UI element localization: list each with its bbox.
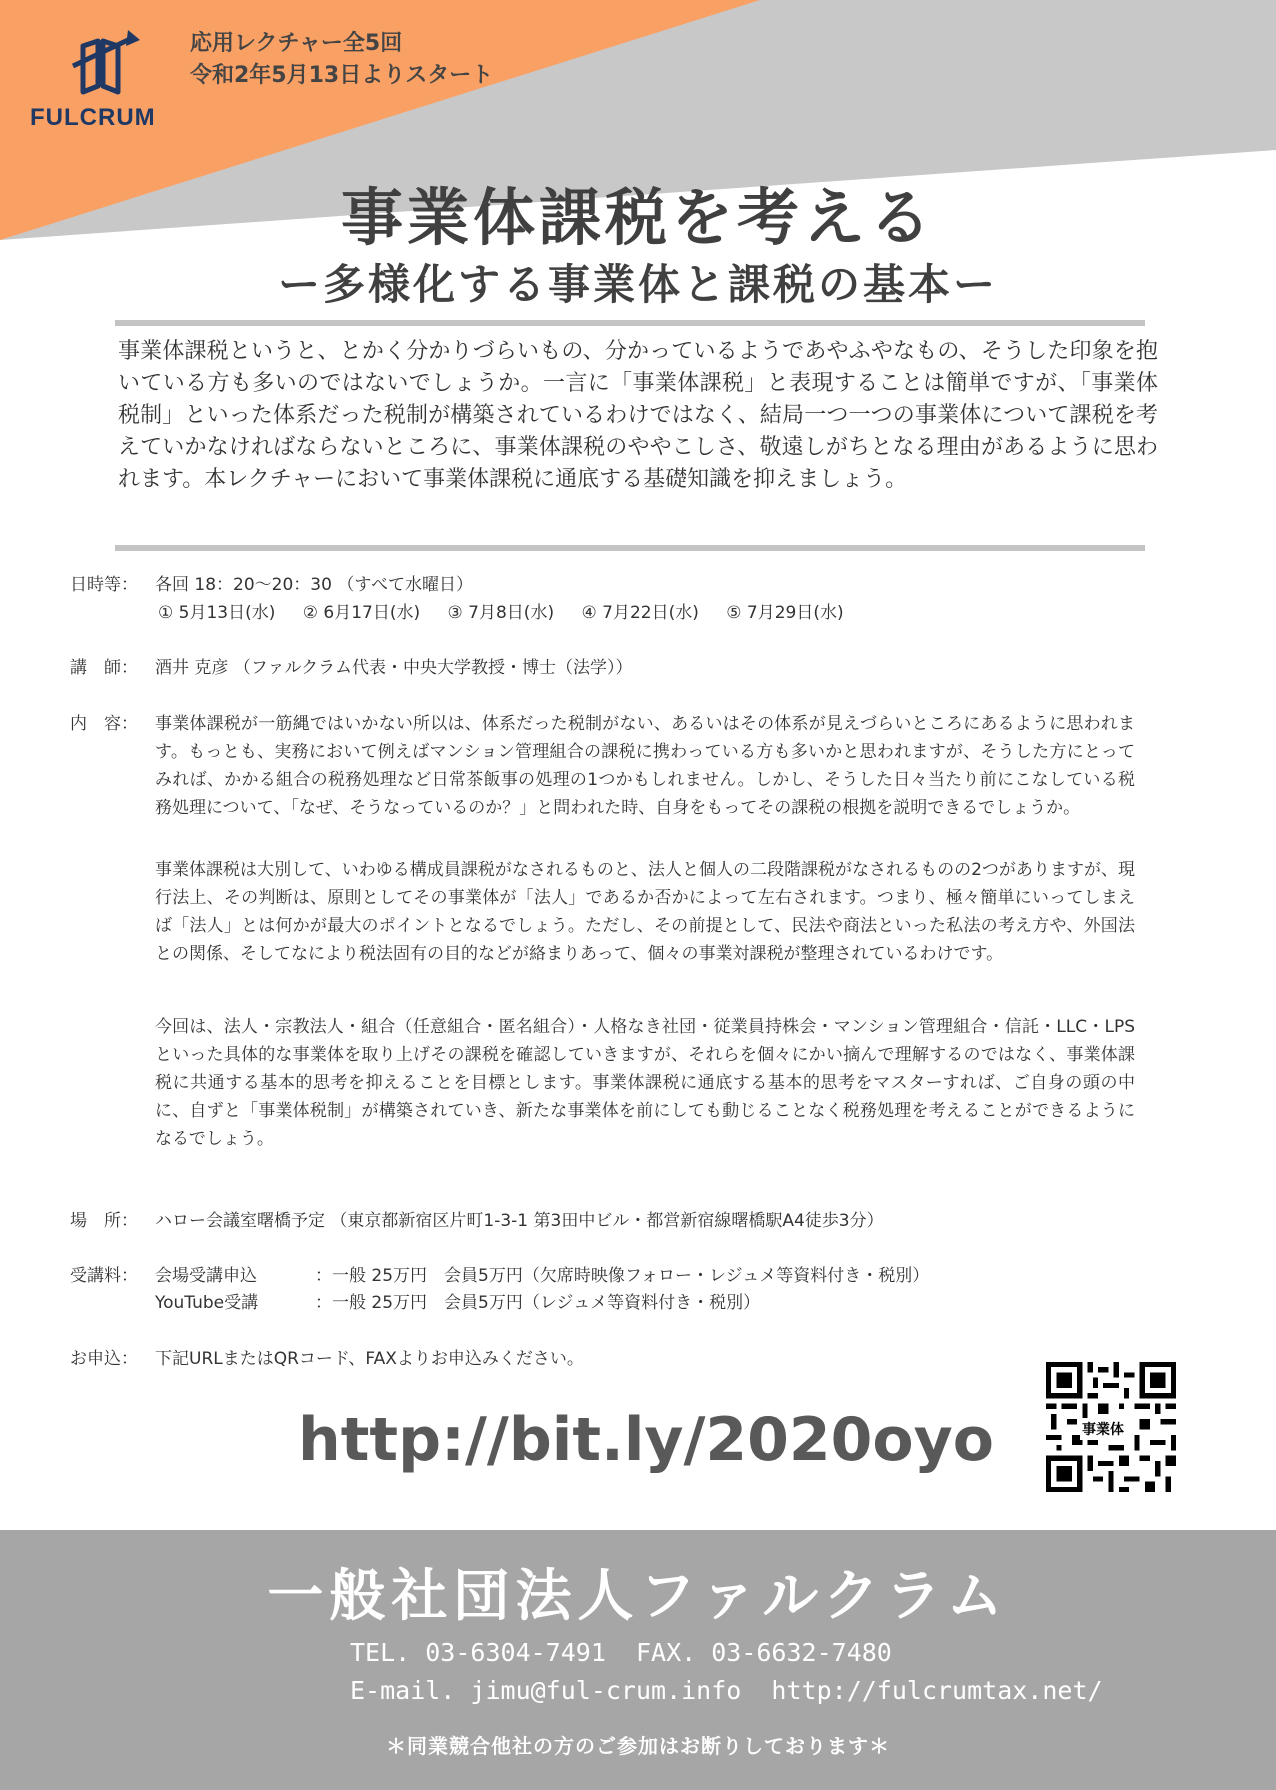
lecturer-value: 酒井 克彦 （ファルクラム代表・中央大学教授・博士（法学）） — [155, 658, 633, 678]
schedule-item: ④ 7月22日(水) — [581, 603, 699, 623]
schedule-item: ⑤ 7月29日(水) — [726, 603, 844, 623]
contact-email-web[interactable]: E-mail. jimu@ful-crum.info http://fulcrumtax.net/ — [350, 1676, 1103, 1705]
datetime-label: 日時等： — [70, 575, 138, 595]
venue-label: 場 所： — [70, 1211, 138, 1231]
fulcrum-logo-icon — [28, 26, 178, 106]
divider-bottom — [115, 545, 1145, 551]
apply-value: 下記URLまたはQRコード、FAXよりお申込みください。 — [155, 1349, 584, 1369]
intro-paragraph: 事業体課税というと、とかく分かりづらいもの、分かっているようであやふやなもの、そうした印象を抱いている方も多いのではないでしょうか。一言に「事業体課税」と表現することは簡単ですが、「事業体税制」といった体系だった税制が構築されているわけではなく、結局一つ一つの事業体について課税を考えていかなければならないところに、事業体課税のややこしさ、敬遠しがちとなる理由があるように思われます。本レクチャーにおいて事業体課税に通底する基礎知識を抑えましょう。 — [118, 339, 1158, 492]
participation-note: ＊同業競合他社の方のご参加はお断りしております＊ — [386, 1734, 890, 1758]
divider-top — [115, 320, 1145, 326]
registration-url-link[interactable]: http://bit.ly/2020oyo — [298, 1405, 994, 1475]
lecturer-label: 講 師： — [70, 658, 138, 678]
fee-price: ：一般 25万円 会員5万円（欠席時映像フォロー・レジュメ等資料付き・税別） — [315, 1266, 930, 1286]
header-series-text: 応用レクチャー全5回 — [190, 31, 403, 56]
schedule-list — [158, 599, 866, 627]
fee-type: 会場受講申込 — [155, 1266, 257, 1286]
content-label: 内 容： — [70, 714, 138, 734]
header-start-date: 令和2年5月13日よりスタート — [190, 63, 494, 88]
logo-wordmark: FULCRUM — [30, 104, 156, 131]
content-paragraph-1: 事業体課税が一筋縄ではいかない所以は、体系だった税制がない、あるいはその体系が見えづらいところにあるように思われます。もっとも、実務において例えばマンション管理組合の課税に携わっている方も多いかと思われますが、そうした方にとってみれば、かかる組合の税務処理など日常茶飯事の処理の1つかもしれません。しかし、そうした日々当たり前にこなしている税務処理について、「なぜ、そうなっているのか？」と問われた時、自身をもってその課税の根拠を説明できるでしょうか。 — [155, 714, 1135, 818]
fee-type: YouTube受講 — [155, 1293, 259, 1313]
page-subtitle: ー多様化する事業体と課税の基本ー — [277, 260, 998, 309]
fee-label: 受講料： — [70, 1266, 138, 1286]
content-paragraph-2: 事業体課税は大別して、いわゆる構成員課税がなされるものと、法人と個人の二段階課税がなされるものの2つがありますが、現行法上、その判断は、原則としてその事業体が「法人」であるか否かによって左右されます。つまり、極々簡単にいってしまえば「法人」とは何かが最大のポイントとなるでしょう。ただし、その前提として、民法や商法といった私法の考え方や、外国法との関係、そしてなにより税法固有の目的などが絡まりあって、個々の事業対課税が整理されているわけです。 — [155, 860, 1135, 964]
page-title: 事業体課税を考える — [340, 181, 935, 254]
schedule-item: ① 5月13日(水) — [158, 603, 276, 623]
organization-name: 一般社団法人ファルクラム — [267, 1564, 1009, 1629]
fee-line-venue — [155, 1262, 929, 1290]
fee-line-youtube — [155, 1289, 760, 1317]
fee-price: ：一般 25万円 会員5万円（レジュメ等資料付き・税別） — [315, 1293, 761, 1313]
datetime-value: 各回 18：20〜20：30 （すべて水曜日） — [155, 575, 473, 595]
schedule-item: ③ 7月8日(水) — [447, 603, 555, 623]
content-paragraph-3: 今回は、法人・宗教法人・組合（任意組合・匿名組合）・人格なき社団・従業員持株会・マンション管理組合・信託・LLC・LPSといった具体的な事業体を取り上げその課税を確認していきますが、それらを個々にかい摘んで理解するのではなく、事業体課税に共通する基本的思考を抑えることを目標とします。事業体課税に通底する基本的思考をマスターすれば、ご自身の頭の中に、自ずと「事業体税制」が構築されていき、新たな事業体を前にしても動じることなく税務処理を考えることができるようになるでしょう。 — [155, 1017, 1135, 1149]
venue-value: ハロー会議室曙橋予定 （東京都新宿区片町1-3-1 第3田中ビル・都営新宿線曙橋駅A4徒歩3分） — [155, 1211, 884, 1231]
qr-code-label: 事業体 — [1080, 1418, 1126, 1440]
contact-phone-fax: TEL. 03-6304-7491 FAX. 03-6632-7480 — [350, 1638, 892, 1667]
apply-label: お申込： — [70, 1349, 138, 1369]
schedule-item: ② 6月17日(水) — [302, 603, 421, 623]
